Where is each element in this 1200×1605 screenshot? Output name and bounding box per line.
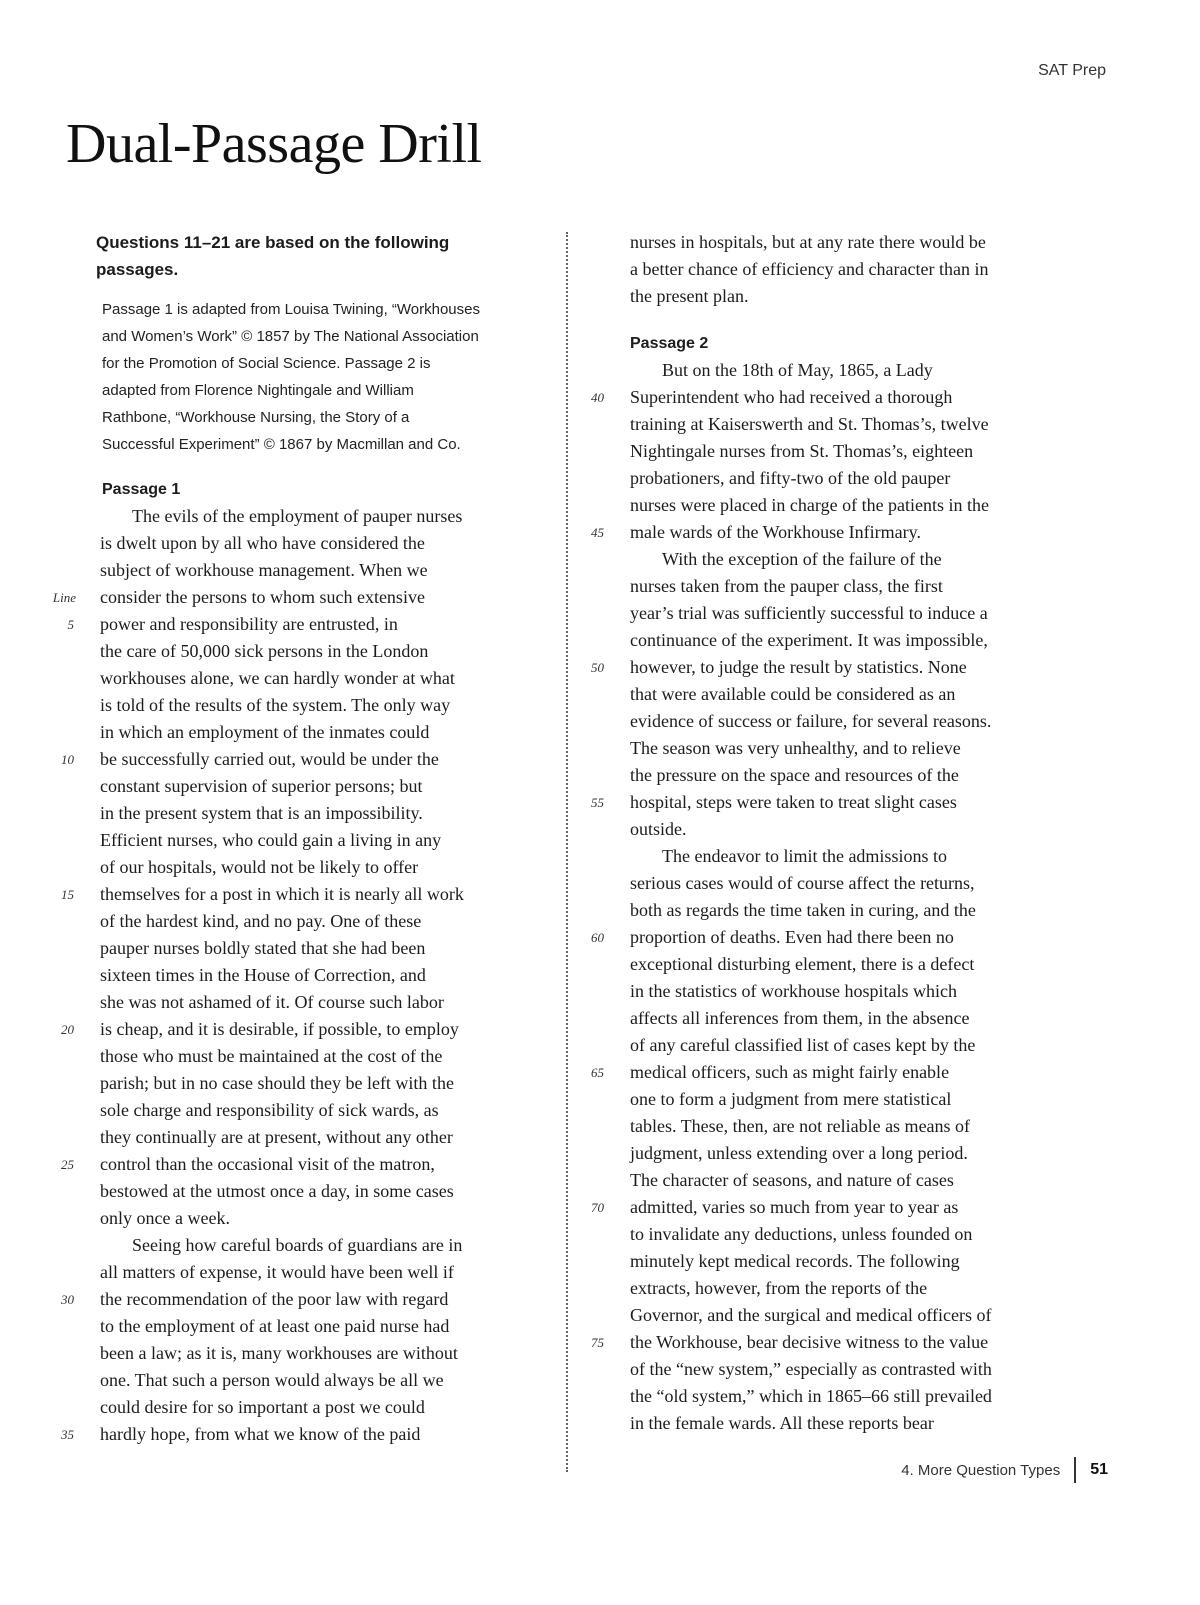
- passage-line: [591, 924, 1070, 951]
- passage-line: [630, 1086, 1070, 1113]
- line-text: a better chance of efficiency and character than in: [630, 259, 989, 279]
- line-text: all matters of expense, it would have been well if: [100, 1262, 454, 1282]
- line-text: the Workhouse, bear decisive witness to the value: [630, 1332, 989, 1352]
- passage-line: [100, 1124, 540, 1151]
- source-line: and Women’s Work” © 1857 by The National Association: [102, 328, 479, 345]
- line-text: they continually are at present, without any other: [100, 1127, 453, 1147]
- passage-1-text: [52, 503, 540, 1448]
- line-number: 35: [61, 1427, 74, 1442]
- passage-line: [100, 1205, 540, 1232]
- line-text: power and responsibility are entrusted, in: [100, 614, 398, 634]
- passage-line: [100, 854, 540, 881]
- passage-line: [630, 573, 1070, 600]
- line-text: nurses were placed in charge of the patients in the: [630, 495, 990, 515]
- line-text: to invalidate any deductions, unless founded on: [630, 1224, 973, 1244]
- passage-line: [100, 1178, 540, 1205]
- line-text: be successfully carried out, would be under the: [100, 749, 439, 769]
- line-text: one to form a judgment from mere statistical: [630, 1089, 952, 1109]
- line-text: the “old system,” which in 1865–66 still prevailed: [630, 1386, 992, 1406]
- line-text: is told of the results of the system. The only way: [100, 695, 451, 715]
- line-text: both as regards the time taken in curing, and the: [630, 900, 976, 920]
- line-number: 75: [591, 1335, 604, 1350]
- passage-line: [100, 1070, 540, 1097]
- line-text: the present plan.: [630, 286, 749, 306]
- line-text: in the statistics of workhouse hospitals which: [630, 981, 957, 1001]
- line-text: the pressure on the space and resources of the: [630, 765, 959, 785]
- passage-line: [630, 1302, 1070, 1329]
- source-line: Passage 1 is adapted from Louisa Twining, “Workhouses: [102, 301, 480, 318]
- passage-line: [630, 1167, 1070, 1194]
- line-text: of the hardest kind, and no pay. One of these: [100, 911, 422, 931]
- page-footer: [901, 1457, 1108, 1483]
- passage-line: [100, 962, 540, 989]
- passage-line: [630, 681, 1070, 708]
- line-number: 60: [591, 930, 604, 945]
- passage-line: [630, 357, 1070, 384]
- line-text: she was not ashamed of it. Of course such labor: [100, 992, 444, 1012]
- source-line: adapted from Florence Nightingale and William: [102, 382, 414, 399]
- line-text: male wards of the Workhouse Infirmary.: [630, 522, 921, 542]
- passage-line: [100, 908, 540, 935]
- line-text: subject of workhouse management. When we: [100, 560, 428, 580]
- running-header: SAT Prep: [1038, 62, 1106, 79]
- line-text: in which an employment of the inmates could: [100, 722, 430, 742]
- passage-line: [630, 708, 1070, 735]
- passage-line: [630, 283, 1070, 310]
- passage-line: [630, 1221, 1070, 1248]
- line-number: 20: [61, 1022, 74, 1037]
- passage-line: [100, 1340, 540, 1367]
- line-text: Nightingale nurses from St. Thomas’s, eighteen: [630, 441, 974, 461]
- line-text: extracts, however, from the reports of the: [630, 1278, 928, 1298]
- line-text: of any careful classified list of cases kept by the: [630, 1035, 976, 1055]
- line-text: however, to judge the result by statistics. None: [630, 657, 967, 677]
- line-text: Superintendent who had received a thorough: [630, 387, 953, 407]
- passage-line: [100, 1394, 540, 1421]
- passage-line: [100, 638, 540, 665]
- passage-line: [630, 762, 1070, 789]
- line-text: parish; but in no case should they be left with the: [100, 1073, 454, 1093]
- passage-line: [100, 1367, 540, 1394]
- passage-line: [100, 665, 540, 692]
- line-text: probationers, and fifty-two of the old pauper: [630, 468, 951, 488]
- passage-line: [630, 951, 1070, 978]
- passage-line: [100, 989, 540, 1016]
- source-line: Rathbone, “Workhouse Nursing, the Story of a: [102, 409, 410, 426]
- line-text: Seeing how careful boards of guardians are in: [132, 1235, 463, 1255]
- line-text: consider the persons to whom such extensive: [100, 587, 425, 607]
- line-text: serious cases would of course affect the returns,: [630, 873, 975, 893]
- passage-line: [100, 1232, 540, 1259]
- line-text: The character of seasons, and nature of cases: [630, 1170, 954, 1190]
- line-text: only once a week.: [100, 1208, 230, 1228]
- line-text: nurses taken from the pauper class, the first: [630, 576, 943, 596]
- line-text: is dwelt upon by all who have considered the: [100, 533, 425, 553]
- passage-1-heading: Passage 1: [102, 481, 181, 498]
- line-text: minutely kept medical records. The following: [630, 1251, 960, 1271]
- passage-2-heading: Passage 2: [630, 335, 709, 352]
- line-text: control than the occasional visit of the matron,: [100, 1154, 435, 1174]
- line-number: 50: [591, 660, 604, 675]
- passage-line: [630, 1140, 1070, 1167]
- passage-line: [591, 789, 1070, 816]
- line-number: 65: [591, 1065, 604, 1080]
- line-text: medical officers, such as might fairly enable: [630, 1062, 950, 1082]
- passage-line: [100, 1313, 540, 1340]
- line-text: could desire for so important a post we could: [100, 1397, 425, 1417]
- line-text: nurses in hospitals, but at any rate there would be: [630, 232, 986, 252]
- chapter-label: 4. More Question Types: [901, 1461, 1061, 1479]
- page-number: 51: [1090, 1461, 1108, 1478]
- footer-divider: [1074, 1457, 1076, 1483]
- line-text: hardly hope, from what we know of the paid: [100, 1424, 421, 1444]
- passage-line: [630, 256, 1070, 283]
- passage-line: [630, 1275, 1070, 1302]
- passage-line: [630, 1410, 1070, 1437]
- line-text: pauper nurses boldly stated that she had been: [100, 938, 426, 958]
- passage-line: [67, 611, 540, 638]
- passage-line: [100, 530, 540, 557]
- passage-line: [61, 746, 540, 773]
- passage-line: [100, 503, 540, 530]
- line-text: sixteen times in the House of Correction, and: [100, 965, 426, 985]
- line-number: 15: [61, 887, 74, 902]
- passage-line: [591, 1059, 1070, 1086]
- passage-2-text: [591, 357, 1070, 1437]
- line-number: 5: [67, 617, 74, 632]
- line-text: The evils of the employment of pauper nurses: [132, 506, 463, 526]
- line-text: in the female wards. All these reports bear: [630, 1413, 934, 1433]
- passage-line: [61, 881, 540, 908]
- passage-line: [61, 1151, 540, 1178]
- passage-line: [591, 654, 1070, 681]
- line-text: to the employment of at least one paid nurse had: [100, 1316, 450, 1336]
- line-text: the recommendation of the poor law with regard: [100, 1289, 449, 1309]
- passage-line: [100, 773, 540, 800]
- passage-line: [630, 978, 1070, 1005]
- right-column: [591, 229, 1070, 1437]
- passage-line: [630, 735, 1070, 762]
- passage-line: [100, 800, 540, 827]
- line-text: proportion of deaths. Even had there been no: [630, 927, 954, 947]
- passage-line: [630, 411, 1070, 438]
- line-text: hospital, steps were taken to treat slight cases: [630, 792, 957, 812]
- line-number: 55: [591, 795, 604, 810]
- passage-line: [61, 1421, 540, 1448]
- passage-line: [591, 1329, 1070, 1356]
- line-text: workhouses alone, we can hardly wonder at what: [100, 668, 455, 688]
- line-text: of our hospitals, would not be likely to offer: [100, 857, 419, 877]
- line-text: of the “new system,” especially as contrasted with: [630, 1359, 992, 1379]
- line-number: Line: [52, 590, 76, 605]
- line-text: outside.: [630, 819, 687, 839]
- passage-1-continued-text: [630, 229, 1070, 310]
- source-line: for the Promotion of Social Science. Passage 2 is: [102, 355, 431, 372]
- passage-line: [630, 492, 1070, 519]
- line-text: sole charge and responsibility of sick wards, as: [100, 1100, 439, 1120]
- passage-line: [591, 384, 1070, 411]
- passage-line: [630, 546, 1070, 573]
- passage-line: [630, 600, 1070, 627]
- passage-line: [100, 935, 540, 962]
- passage-line: [591, 1194, 1070, 1221]
- line-text: that were available could be considered as an: [630, 684, 956, 704]
- line-text: continuance of the experiment. It was impossible,: [630, 630, 988, 650]
- source-line: Successful Experiment” © 1867 by Macmillan and Co.: [102, 436, 461, 453]
- passage-line: [630, 870, 1070, 897]
- passage-line: [630, 1248, 1070, 1275]
- passage-line: [100, 1097, 540, 1124]
- passage-line: [630, 1005, 1070, 1032]
- line-number: 25: [61, 1157, 74, 1172]
- line-text: With the exception of the failure of the: [662, 549, 942, 569]
- line-text: admitted, varies so much from year to year as: [630, 1197, 959, 1217]
- line-number: 30: [61, 1292, 74, 1307]
- source-citation: [102, 296, 540, 458]
- line-text: But on the 18th of May, 1865, a Lady: [662, 360, 933, 380]
- passage-line: [100, 692, 540, 719]
- passage-line: [630, 843, 1070, 870]
- passage-line: [630, 229, 1070, 256]
- passage-line: [630, 1113, 1070, 1140]
- passage-line: [100, 557, 540, 584]
- passage-line: [630, 627, 1070, 654]
- line-text: Efficient nurses, who could gain a living in any: [100, 830, 442, 850]
- passage-line: [591, 519, 1070, 546]
- passage-line: [630, 465, 1070, 492]
- column-divider: [566, 232, 568, 1472]
- passage-line: [61, 1286, 540, 1313]
- left-column: [52, 229, 540, 1448]
- line-text: constant supervision of superior persons; but: [100, 776, 423, 796]
- line-number: 70: [591, 1200, 604, 1215]
- passage-line: [61, 1016, 540, 1043]
- line-text: year’s trial was sufficiently successful to induce a: [630, 603, 988, 623]
- passage-line: [630, 1032, 1070, 1059]
- line-text: bestowed at the utmost once a day, in some cases: [100, 1181, 454, 1201]
- line-text: exceptional disturbing element, there is a defect: [630, 954, 975, 974]
- line-text: training at Kaiserswerth and St. Thomas’s, twelve: [630, 414, 989, 434]
- passage-line: [52, 584, 540, 611]
- line-number: 40: [591, 390, 604, 405]
- passage-line: [630, 897, 1070, 924]
- passage-line: [100, 827, 540, 854]
- line-number: 45: [591, 525, 604, 540]
- line-text: tables. These, then, are not reliable as means of: [630, 1116, 971, 1136]
- line-text: the care of 50,000 sick persons in the London: [100, 641, 429, 661]
- line-text: Governor, and the surgical and medical officers of: [630, 1305, 992, 1325]
- line-text: evidence of success or failure, for several reasons.: [630, 711, 992, 731]
- line-text: been a law; as it is, many workhouses are without: [100, 1343, 458, 1363]
- passage-line: [100, 1043, 540, 1070]
- passage-line: [100, 1259, 540, 1286]
- passage-line: [100, 719, 540, 746]
- line-text: in the present system that is an impossibility.: [100, 803, 423, 823]
- passage-line: [630, 1356, 1070, 1383]
- passage-line: [630, 816, 1070, 843]
- line-text: affects all inferences from them, in the absence: [630, 1008, 970, 1028]
- line-text: judgment, unless extending over a long period.: [630, 1143, 968, 1163]
- line-text: The season was very unhealthy, and to relieve: [630, 738, 961, 758]
- questions-intro: Questions 11–21 are based on the following passages.: [96, 233, 450, 279]
- passage-line: [630, 1383, 1070, 1410]
- line-text: those who must be maintained at the cost of the: [100, 1046, 443, 1066]
- page-title: Dual-Passage Drill: [66, 113, 482, 175]
- line-text: one. That such a person would always be all we: [100, 1370, 444, 1390]
- line-text: The endeavor to limit the admissions to: [662, 846, 947, 866]
- line-text: themselves for a post in which it is nearly all work: [100, 884, 464, 904]
- line-text: is cheap, and it is desirable, if possible, to employ: [100, 1019, 459, 1039]
- line-number: 10: [61, 752, 74, 767]
- passage-line: [630, 438, 1070, 465]
